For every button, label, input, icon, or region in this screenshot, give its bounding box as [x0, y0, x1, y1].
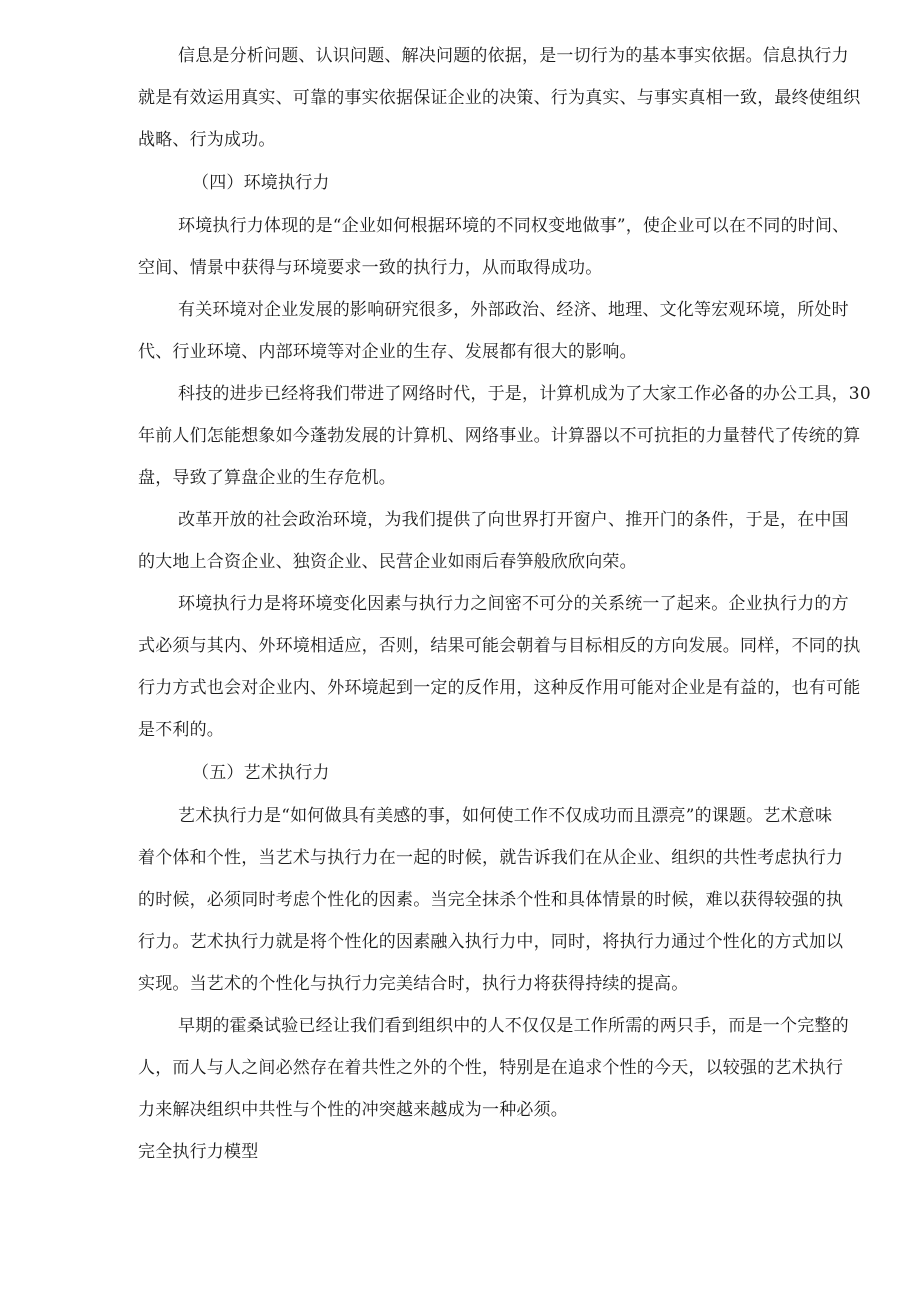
text-line: 力来解决组织中共性与个性的冲突越来越成为一种必须。	[138, 1100, 568, 1120]
text-line: 人，而人与人之间必然存在着共性之外的个性，特别是在追求个性的今天，以较强的艺术执行	[138, 1058, 844, 1078]
text-line: 的时候，必须同时考虑个性化的因素。当完全抹杀个性和具体情景的时候，难以获得较强的执	[138, 890, 844, 910]
text-line: 改革开放的社会政治环境，为我们提供了向世界打开窗户、推开门的条件，于是，在中国	[178, 510, 849, 530]
text-line: 实现。当艺术的个性化与执行力完美结合时，执行力将获得持续的提高。	[138, 974, 689, 994]
text-line: 环境执行力是将环境变化因素与执行力之间密不可分的关系统一了起来。企业执行力的方	[178, 594, 849, 614]
text-line: 盘，导致了算盘企业的生存危机。	[138, 468, 396, 488]
section-heading-art: （五）艺术执行力	[192, 763, 330, 783]
text-line: 战略、行为成功。	[138, 130, 276, 150]
text-line: 年前人们怎能想象如今蓬勃发展的计算机、网络事业。计算器以不可抗拒的力量替代了传统的算	[138, 426, 861, 446]
text-line: 有关环境对企业发展的影响研究很多，外部政治、经济、地理、文化等宏观环境，所处时	[178, 300, 849, 320]
model-title: 完全执行力模型	[138, 1142, 259, 1162]
text-line: 就是有效运用真实、可靠的事实依据保证企业的决策、行为真实、与事实真相一致，最终使组织	[138, 88, 861, 108]
text-line: 行力。艺术执行力就是将个性化的因素融入执行力中，同时，将执行力通过个性化的方式加以	[138, 932, 844, 952]
text-line: 式必须与其内、外环境相适应，否则，结果可能会朝着与目标相反的方向发展。同样，不同的执	[138, 636, 861, 656]
text-line: 行力方式也会对企业内、外环境起到一定的反作用，这种反作用可能对企业是有益的，也有可能	[138, 678, 861, 698]
section-heading-environment: （四）环境执行力	[192, 173, 330, 193]
text-line: 的大地上合资企业、独资企业、民营企业如雨后春笋般欣欣向荣。	[138, 552, 637, 572]
text-line: 着个体和个性，当艺术与执行力在一起的时候，就告诉我们在从企业、组织的共性考虑执行力	[138, 848, 844, 868]
text-line: 空间、情景中获得与环境要求一致的执行力，从而取得成功。	[138, 258, 603, 278]
text-line: 是不利的。	[138, 720, 224, 740]
text-line: 科技的进步已经将我们带进了网络时代，于是，计算机成为了大家工作必备的办公工具，30	[178, 384, 871, 404]
text-line: 代、行业环境、内部环境等对企业的生存、发展都有很大的影响。	[138, 342, 637, 362]
text-line: 艺术执行力是“如何做具有美感的事，如何使工作不仅成功而且漂亮”的课题。艺术意味	[178, 806, 833, 826]
text-line: 早期的霍桑试验已经让我们看到组织中的人不仅仅是工作所需的两只手，而是一个完整的	[178, 1016, 849, 1036]
text-line: 环境执行力体现的是“企业如何根据环境的不同权变地做事”，使企业可以在不同的时间、	[178, 216, 850, 236]
text-line: 信息是分析问题、认识问题、解决问题的依据，是一切行为的基本事实依据。信息执行力	[178, 46, 849, 66]
